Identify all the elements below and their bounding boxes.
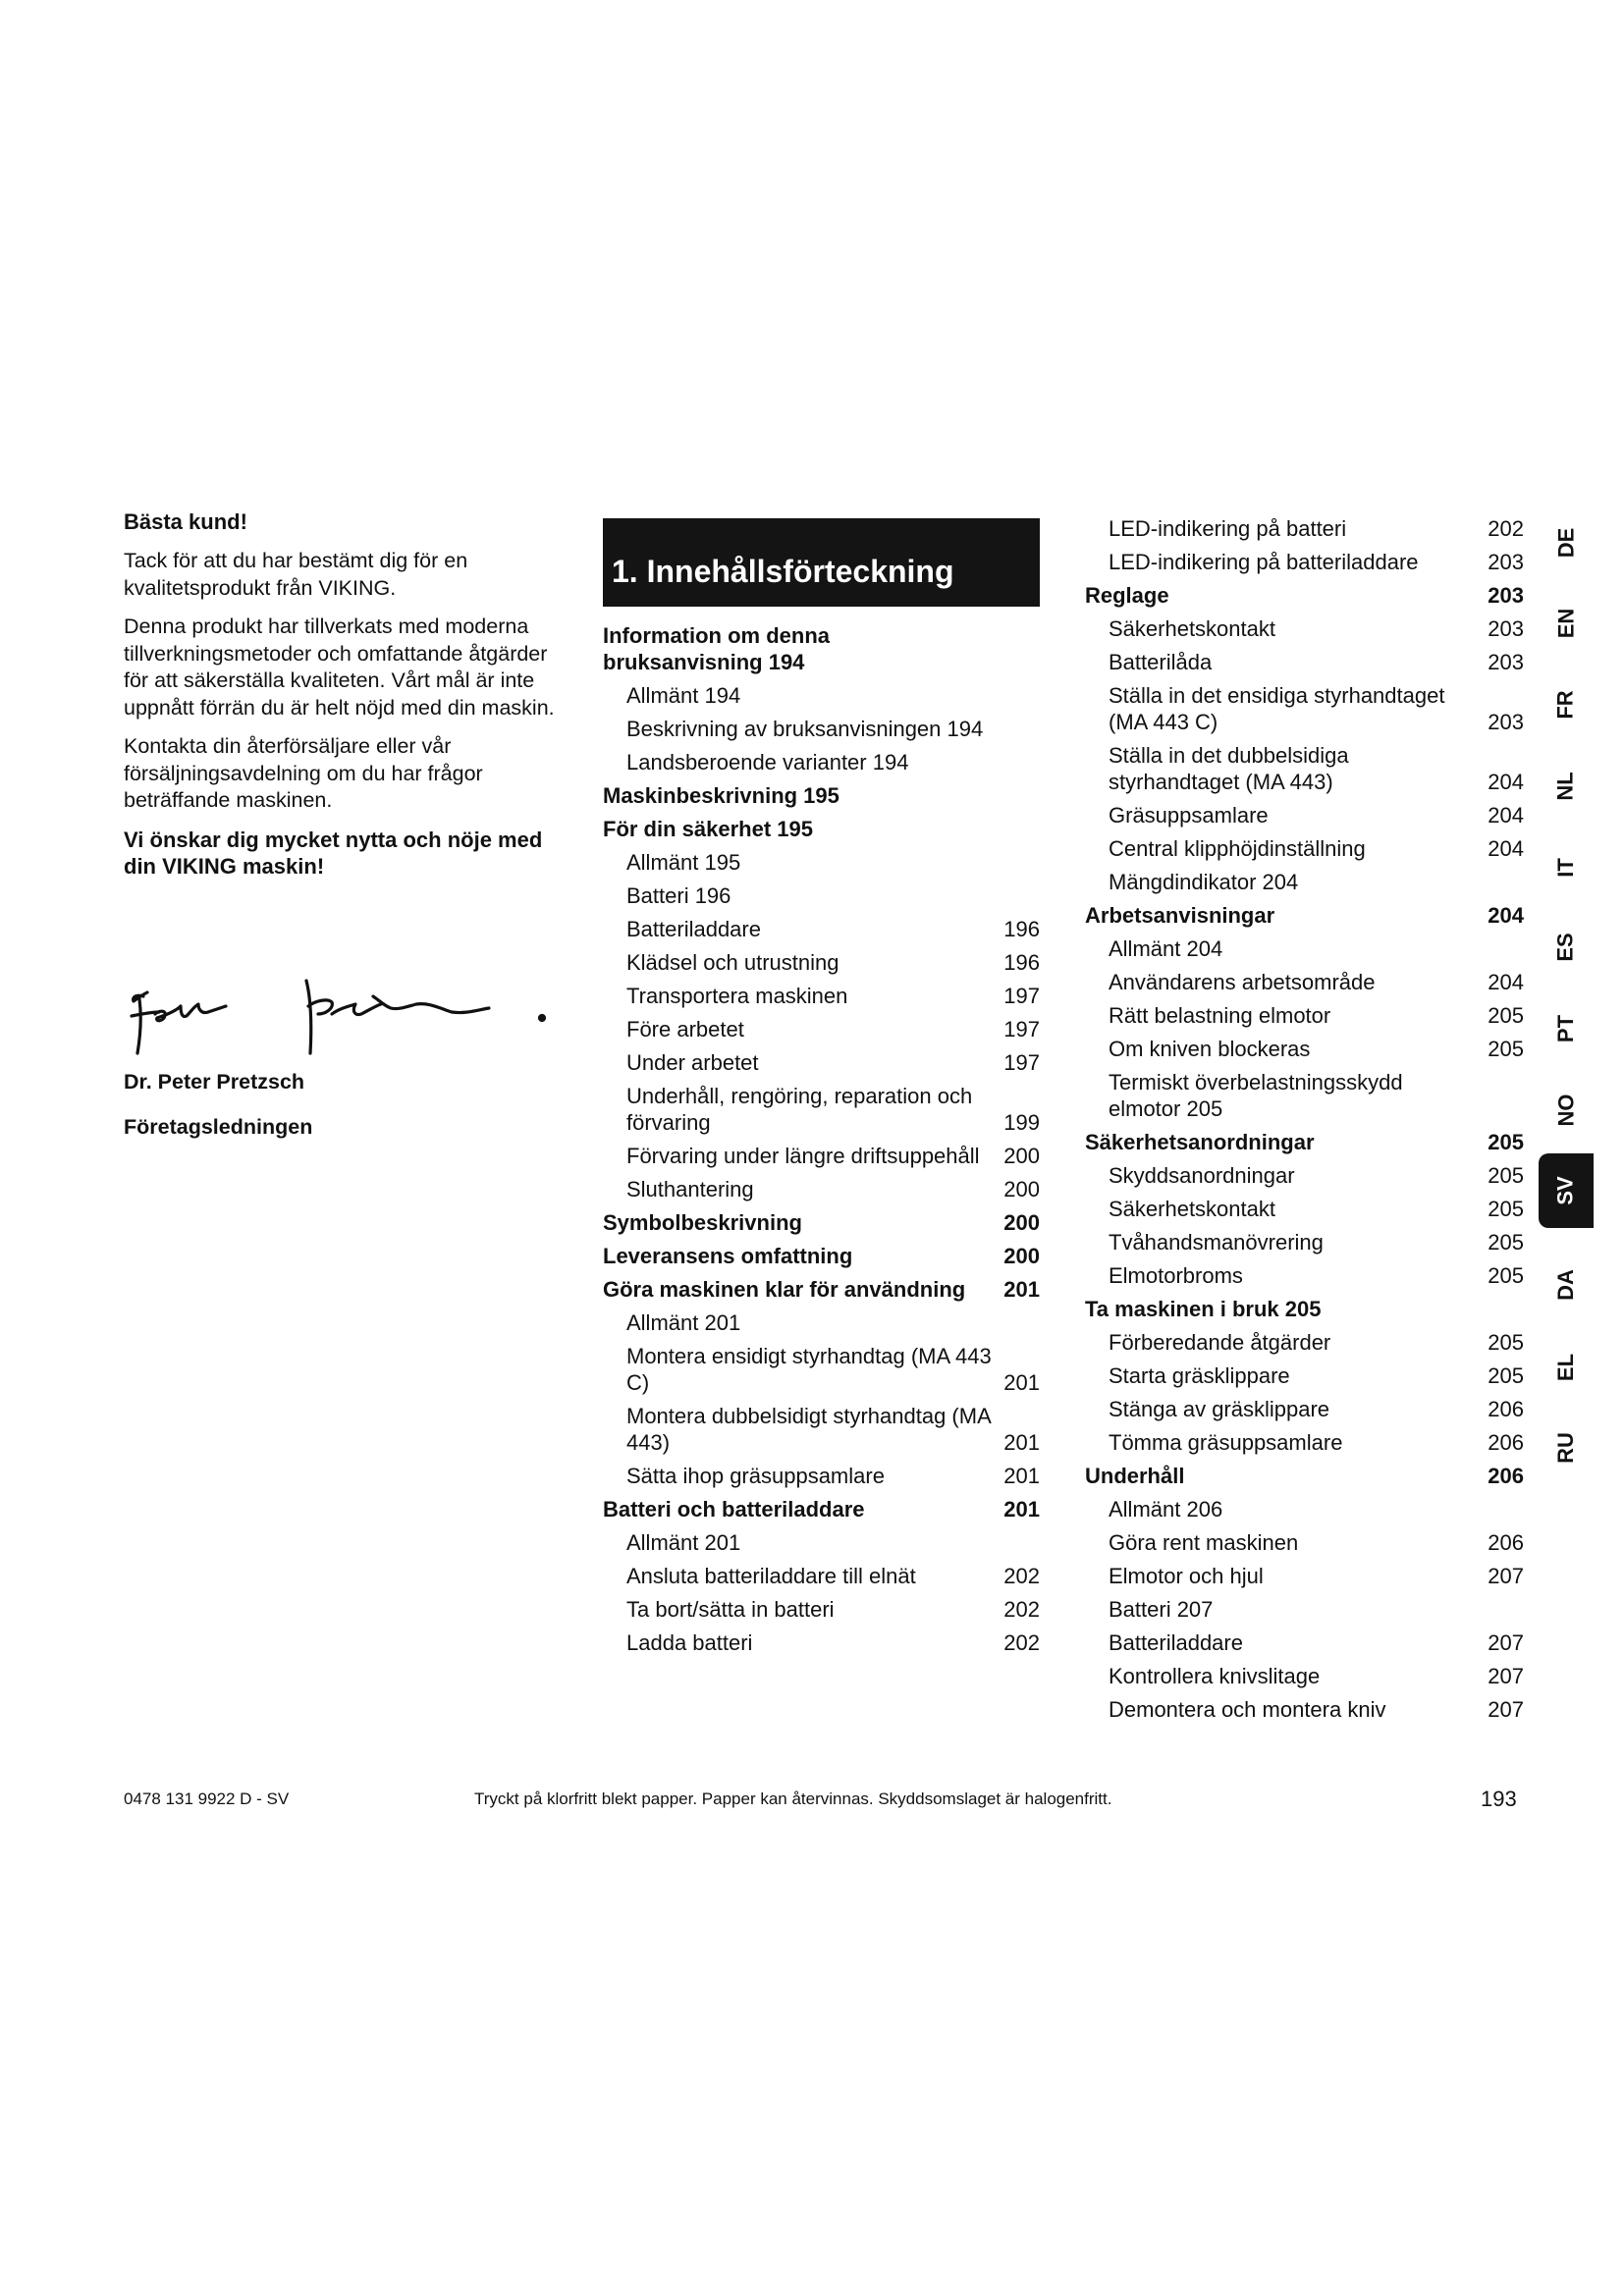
toc-entry-label: Underhåll: [1085, 1464, 1185, 1488]
toc-entry-page: 197: [1003, 1017, 1040, 1041]
signature-image: [124, 967, 566, 1060]
toc-entry-label: Ta maskinen i bruk 205: [1085, 1297, 1322, 1321]
language-tab-label: ES: [1552, 933, 1578, 962]
toc-entry[interactable]: [1085, 1162, 1524, 1189]
language-tab-label: DA: [1553, 1269, 1578, 1301]
toc-entry-page: 201: [1003, 1430, 1040, 1455]
toc-entry-page: 200: [1003, 1244, 1040, 1268]
language-tab-sv[interactable]: [1539, 1153, 1594, 1228]
toc-entry-page: 204: [1488, 770, 1524, 794]
language-tab-de[interactable]: [1539, 520, 1594, 565]
toc-section-entry[interactable]: [603, 1496, 1040, 1522]
toc-entry-page: 203: [1488, 650, 1524, 674]
toc-entry-label: Gräsuppsamlare: [1109, 803, 1269, 828]
toc-entry-page: 203: [1488, 550, 1524, 574]
toc-entry-page: 203: [1488, 583, 1524, 608]
toc-entry-label: Batteri och batteriladdare: [603, 1497, 865, 1522]
toc-entry[interactable]: [1085, 1663, 1524, 1689]
toc-entry[interactable]: [1085, 1429, 1524, 1456]
language-tab-es[interactable]: [1539, 925, 1594, 970]
toc-entry-label: Sätta ihop gräsuppsamlare: [626, 1464, 885, 1488]
toc-entry[interactable]: [1085, 935, 1524, 962]
toc-entry-page: 207: [1488, 1697, 1524, 1722]
welcome-letter: [124, 508, 556, 892]
toc-entry[interactable]: [1085, 649, 1524, 675]
toc-entry[interactable]: [1085, 1229, 1524, 1255]
toc-entry[interactable]: [1085, 969, 1524, 995]
toc-entry-page: 206: [1488, 1464, 1524, 1488]
toc-entry-page: 206: [1488, 1530, 1524, 1555]
toc-entry-label: Allmänt 194: [626, 683, 741, 708]
toc-entry-label: Kontrollera knivslitage: [1109, 1664, 1321, 1688]
toc-entry-page: 202: [1003, 1564, 1040, 1588]
toc-entry[interactable]: [1085, 1496, 1524, 1522]
toc-entry[interactable]: [603, 1176, 1040, 1202]
toc-section-entry[interactable]: [603, 1276, 1040, 1303]
language-tab-label: EL: [1553, 1353, 1578, 1382]
toc-entry[interactable]: [1085, 1529, 1524, 1556]
toc-entry-label: Före arbetet: [626, 1017, 744, 1041]
toc-title: 1. Innehållsförteckning: [603, 518, 1040, 607]
toc-entry-label: Ansluta batteriladdare till elnät: [626, 1564, 916, 1588]
toc-entry-label: Användarens arbetsområde: [1109, 970, 1376, 994]
toc-entry-label: Symbolbeskrivning: [603, 1210, 802, 1235]
toc-entry-label: Tömma gräsuppsamlare: [1109, 1430, 1343, 1455]
toc-entry-page: 205: [1488, 1330, 1524, 1355]
toc-entry[interactable]: [603, 1049, 1040, 1076]
toc-entry-page: 204: [1488, 903, 1524, 928]
language-tab-label: NL: [1552, 772, 1578, 801]
toc-entry[interactable]: [1085, 742, 1524, 795]
language-tab-label: DE: [1553, 527, 1578, 559]
toc-entry[interactable]: [603, 1596, 1040, 1623]
toc-entry[interactable]: [1085, 1262, 1524, 1289]
language-tab-da[interactable]: [1539, 1262, 1594, 1308]
toc-entry[interactable]: [603, 1629, 1040, 1656]
toc-entry-page: 199: [1003, 1110, 1040, 1135]
language-tab-it[interactable]: [1539, 845, 1594, 890]
toc-entry-label: Batteriladdare: [1109, 1630, 1243, 1655]
toc-entry[interactable]: [1085, 1069, 1524, 1122]
toc-entry-label: Central klipphöjdinställning: [1109, 836, 1366, 861]
language-tab-label: EN: [1553, 608, 1578, 639]
toc-entry-label: Transportera maskinen: [626, 984, 848, 1008]
toc-entry-page: 207: [1488, 1564, 1524, 1588]
toc-entry-label: Leveransens omfattning: [603, 1244, 853, 1268]
toc-entry[interactable]: [603, 849, 1040, 876]
toc-entry-label: Säkerhetskontakt: [1109, 1197, 1275, 1221]
toc-entry-label: Stänga av gräsklippare: [1109, 1397, 1330, 1421]
signer-title: Företagsledningen: [124, 1115, 313, 1139]
toc-entry[interactable]: [1085, 1396, 1524, 1422]
toc-section-entry[interactable]: [1085, 582, 1524, 609]
toc-entry-page: 196: [1003, 917, 1040, 941]
toc-entry-page: 205: [1488, 1037, 1524, 1061]
toc-entry-page: 196: [1003, 950, 1040, 975]
toc-entry-label: Reglage: [1085, 583, 1169, 608]
toc-entry-label: Ta bort/sätta in batteri: [626, 1597, 835, 1622]
toc-entry[interactable]: [1085, 1329, 1524, 1356]
language-tab-ru[interactable]: [1539, 1425, 1594, 1470]
toc-section-entry[interactable]: [603, 782, 1040, 809]
language-tab-label: SV: [1552, 1176, 1578, 1205]
toc-entry-page: 204: [1488, 970, 1524, 994]
toc-entry-label: Maskinbeskrivning 195: [603, 783, 839, 808]
language-tab-en[interactable]: [1539, 601, 1594, 646]
language-tab-label: IT: [1553, 858, 1578, 878]
toc-entry-label: Allmänt 195: [626, 850, 741, 875]
toc-entry[interactable]: [603, 983, 1040, 1009]
toc-entry-page: 205: [1488, 1003, 1524, 1028]
toc-entry[interactable]: [603, 1143, 1040, 1169]
toc-entry-label: Montera dubbelsidigt styrhandtag (MA 443): [626, 1404, 991, 1455]
toc-entry-page: 206: [1488, 1430, 1524, 1455]
toc-entry-label: Termiskt överbelastningsskydd elmotor 205: [1109, 1070, 1403, 1121]
toc-entry-label: Göra maskinen klar för användning: [603, 1277, 966, 1302]
toc-entry-label: Rätt belastning elmotor: [1109, 1003, 1331, 1028]
toc-entry-page: 201: [1003, 1464, 1040, 1488]
toc-entry[interactable]: [1085, 1596, 1524, 1623]
toc-entry-page: 202: [1003, 1630, 1040, 1655]
toc-entry-page: 205: [1488, 1363, 1524, 1388]
toc-entry-page: 201: [1003, 1370, 1040, 1395]
toc-entry-label: Säkerhetskontakt: [1109, 616, 1275, 641]
toc-entry-label: Montera ensidigt styrhandtag (MA 443 C): [626, 1344, 992, 1395]
toc-entry-label: Ställa in det ensidiga styrhandtaget (MA 443 C): [1109, 683, 1445, 734]
language-tab-no[interactable]: [1539, 1088, 1594, 1133]
toc-entry-label: Göra rent maskinen: [1109, 1530, 1299, 1555]
toc-entry-label: Batterilåda: [1109, 650, 1213, 674]
toc-entry[interactable]: [1085, 1362, 1524, 1389]
toc-entry-label: Elmotorbroms: [1109, 1263, 1243, 1288]
toc-entry[interactable]: [1085, 615, 1524, 642]
toc-section-entry[interactable]: [603, 1243, 1040, 1269]
toc-entry[interactable]: [1085, 1563, 1524, 1589]
toc-entry[interactable]: [1085, 869, 1524, 895]
toc-entry-page: 201: [1003, 1497, 1040, 1522]
toc-entry[interactable]: [603, 1529, 1040, 1556]
letter-paragraph: Tack för att du har bestämt dig för en kvalitetsprodukt från VIKING.: [124, 549, 468, 600]
toc-section-entry[interactable]: [603, 1209, 1040, 1236]
toc-entry[interactable]: [1085, 1629, 1524, 1656]
toc-entry-page: 200: [1003, 1210, 1040, 1235]
toc-entry-label: Underhåll, rengöring, reparation och förvaring: [626, 1084, 973, 1135]
toc-entry[interactable]: [1085, 1196, 1524, 1222]
footer-document-code: 0478 131 9922 D - SV: [124, 1789, 290, 1808]
toc-section-entry[interactable]: [603, 816, 1040, 842]
toc-section-entry[interactable]: [1085, 1129, 1524, 1155]
toc-entry[interactable]: [603, 1563, 1040, 1589]
toc-entry[interactable]: [1085, 682, 1524, 735]
toc-entry-page: 201: [1003, 1277, 1040, 1302]
toc-entry-label: Mängdindikator 204: [1109, 870, 1299, 894]
letter-paragraph: Kontakta din återförsäljare eller vår försäljningsavdelning om du har frågor beträffande maskinen.: [124, 734, 483, 812]
toc-entry[interactable]: [603, 716, 1040, 742]
language-tab-nl[interactable]: [1539, 764, 1594, 809]
toc-section-entry[interactable]: [1085, 902, 1524, 929]
toc-column-middle: [603, 622, 1040, 1663]
toc-entry-label: Om kniven blockeras: [1109, 1037, 1311, 1061]
toc-entry[interactable]: [603, 749, 1040, 775]
toc-entry-page: 207: [1488, 1664, 1524, 1688]
toc-entry-label: Elmotor och hjul: [1109, 1564, 1264, 1588]
toc-entry-label: Information om denna bruksanvisning 194: [603, 623, 830, 674]
toc-entry-page: 206: [1488, 1397, 1524, 1421]
toc-entry-label: Starta gräsklippare: [1109, 1363, 1290, 1388]
toc-entry-page: 205: [1488, 1197, 1524, 1221]
toc-entry-page: 203: [1488, 616, 1524, 641]
toc-column-right: [1085, 515, 1524, 1730]
toc-entry[interactable]: [603, 1403, 1040, 1456]
toc-section-entry[interactable]: [1085, 1296, 1524, 1322]
toc-entry[interactable]: [603, 1309, 1040, 1336]
toc-entry-page: 200: [1003, 1177, 1040, 1201]
toc-entry-label: Förberedande åtgärder: [1109, 1330, 1331, 1355]
toc-entry-label: Batteri 196: [626, 883, 731, 908]
toc-entry-label: Allmänt 204: [1109, 936, 1223, 961]
toc-entry[interactable]: [603, 916, 1040, 942]
language-tab-pt[interactable]: [1539, 1006, 1594, 1051]
language-tab-label: FR: [1552, 690, 1578, 720]
language-tab-label: NO: [1553, 1094, 1578, 1127]
toc-entry-page: 197: [1003, 1050, 1040, 1075]
toc-entry[interactable]: [1085, 549, 1524, 575]
toc-entry-page: 202: [1488, 516, 1524, 541]
toc-entry[interactable]: [1085, 1002, 1524, 1029]
toc-entry-page: 200: [1003, 1144, 1040, 1168]
toc-entry-page: 205: [1488, 1263, 1524, 1288]
toc-entry[interactable]: [603, 882, 1040, 909]
toc-entry-label: Under arbetet: [626, 1050, 759, 1075]
toc-entry-label: För din säkerhet 195: [603, 817, 813, 841]
toc-entry[interactable]: [1085, 835, 1524, 862]
toc-entry-page: 204: [1488, 803, 1524, 828]
toc-entry-page: 205: [1488, 1163, 1524, 1188]
toc-entry-label: Batteri 207: [1109, 1597, 1214, 1622]
toc-entry-label: LED-indikering på batteriladdare: [1109, 550, 1419, 574]
toc-entry-page: 205: [1488, 1230, 1524, 1255]
page-number: 193: [1481, 1787, 1517, 1811]
toc-entry-label: Ladda batteri: [626, 1630, 753, 1655]
language-tab-fr[interactable]: [1539, 682, 1594, 727]
toc-entry[interactable]: [1085, 515, 1524, 542]
letter-greeting: Bästa kund!: [124, 509, 247, 534]
footer-print-note: Tryckt på klorfritt blekt papper. Papper kan återvinnas. Skyddsomslaget är halogenfritt.: [474, 1789, 1112, 1808]
language-tab-label: RU: [1553, 1432, 1578, 1464]
signer-name: Dr. Peter Pretzsch: [124, 1070, 305, 1094]
toc-entry-label: Beskrivning av bruksanvisningen 194: [626, 717, 984, 741]
toc-entry-page: 207: [1488, 1630, 1524, 1655]
letter-closing: Vi önskar dig mycket nytta och nöje med din VIKING maskin!: [124, 827, 543, 879]
toc-entry-label: Klädsel och utrustning: [626, 950, 839, 975]
toc-entry-label: Sluthantering: [626, 1177, 754, 1201]
letter-paragraph: Denna produkt har tillverkats med moderna tillverkningsmetoder och omfattande åtgärder för att säkerställa kvaliteten. Vårt mål är inte uppnått förrän du är helt nöjd med din maskin.: [124, 614, 555, 720]
toc-entry-page: 203: [1488, 710, 1524, 734]
toc-entry-label: LED-indikering på batteri: [1109, 516, 1347, 541]
toc-entry[interactable]: [1085, 1696, 1524, 1723]
toc-entry[interactable]: [603, 1083, 1040, 1136]
toc-entry-label: Säkerhetsanordningar: [1085, 1130, 1315, 1154]
toc-entry-page: 202: [1003, 1597, 1040, 1622]
toc-entry[interactable]: [603, 1016, 1040, 1042]
toc-entry[interactable]: [603, 1463, 1040, 1489]
toc-entry-label: Allmänt 201: [626, 1530, 741, 1555]
toc-section-entry[interactable]: [1085, 1463, 1524, 1489]
toc-entry-page: 197: [1003, 984, 1040, 1008]
toc-entry-label: Tvåhandsmanövrering: [1109, 1230, 1324, 1255]
toc-entry[interactable]: [1085, 802, 1524, 828]
toc-entry-label: Förvaring under längre driftsuppehåll: [626, 1144, 980, 1168]
toc-entry[interactable]: [603, 949, 1040, 976]
language-tab-el[interactable]: [1539, 1345, 1594, 1390]
toc-entry[interactable]: [603, 1343, 1040, 1396]
toc-entry[interactable]: [1085, 1036, 1524, 1062]
toc-entry-label: Batteriladdare: [626, 917, 761, 941]
toc-entry-page: 205: [1488, 1130, 1524, 1154]
toc-entry[interactable]: [603, 682, 1040, 709]
toc-entry-label: Arbetsanvisningar: [1085, 903, 1275, 928]
toc-entry-label: Demontera och montera kniv: [1109, 1697, 1386, 1722]
toc-entry-label: Allmänt 201: [626, 1310, 741, 1335]
toc-section-entry[interactable]: [603, 622, 1040, 675]
toc-entry-page: 204: [1488, 836, 1524, 861]
toc-entry-label: Ställa in det dubbelsidiga styrhandtaget (MA 443): [1109, 743, 1349, 794]
toc-entry-label: Skyddsanordningar: [1109, 1163, 1295, 1188]
language-tab-label: PT: [1553, 1014, 1578, 1043]
toc-entry-label: Allmänt 206: [1109, 1497, 1223, 1522]
toc-entry-label: Landsberoende varianter 194: [626, 750, 909, 774]
